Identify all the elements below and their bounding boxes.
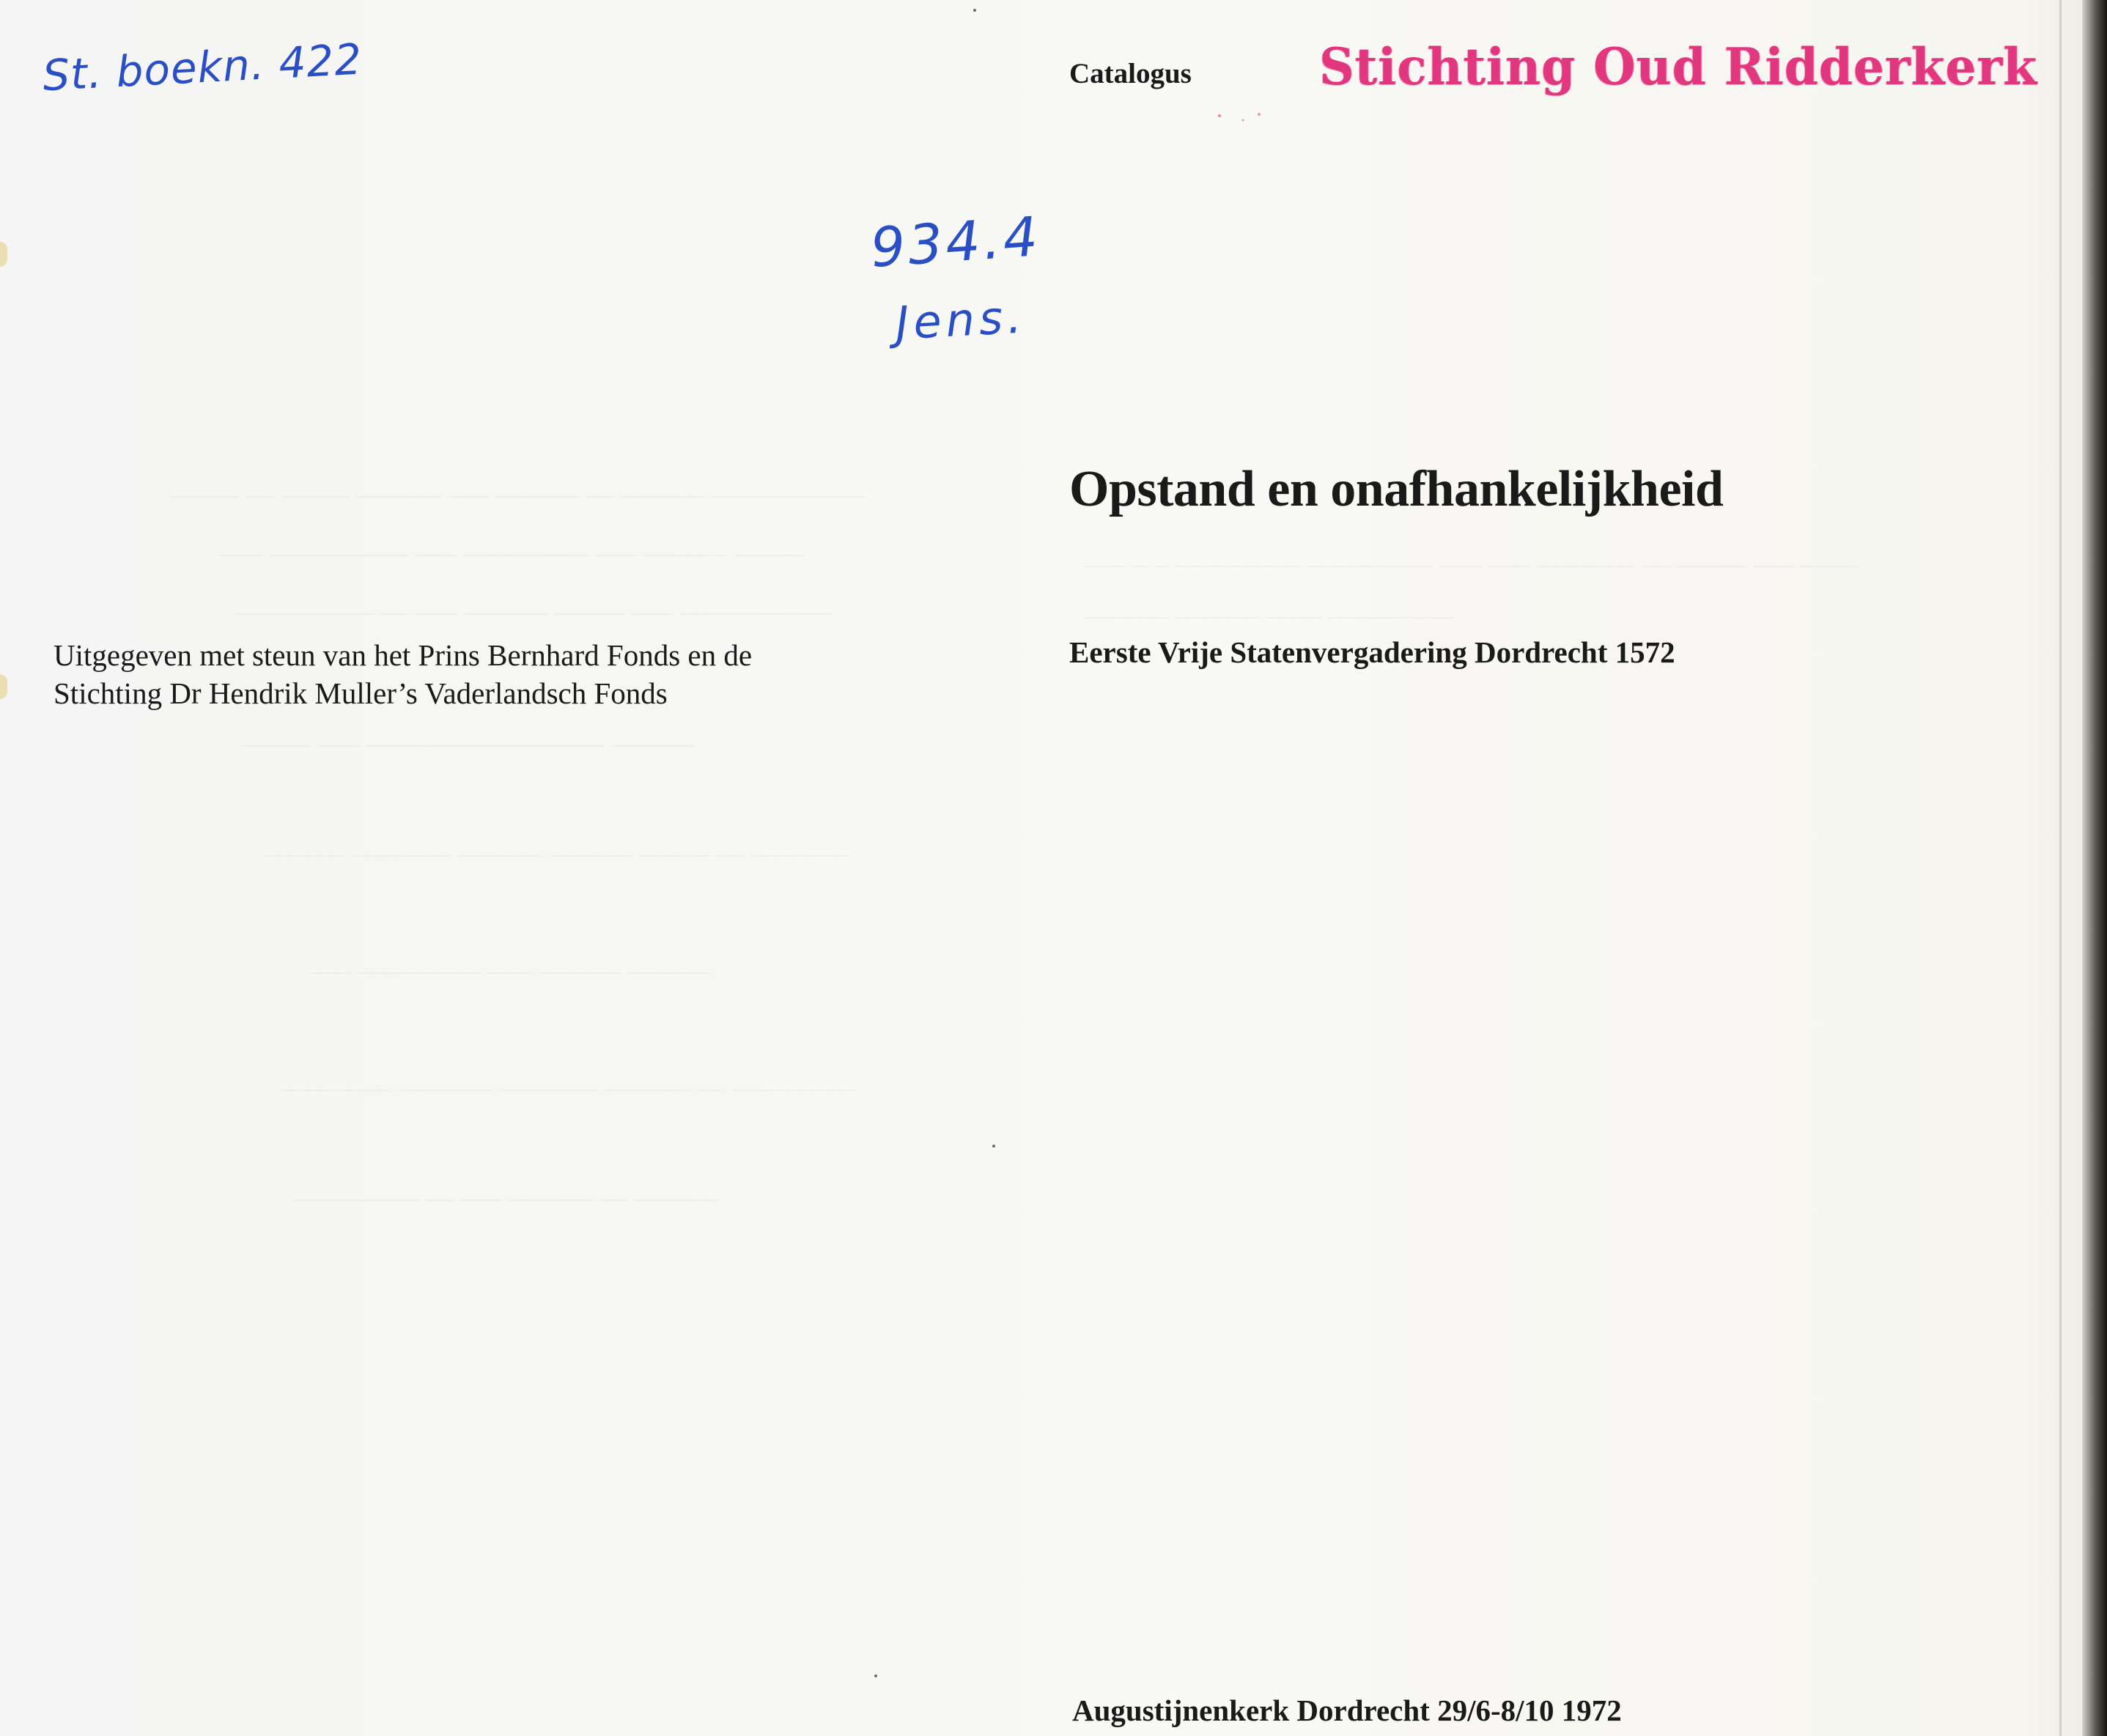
bleed-through: ________ _______ _______ ______ __ _________ [278, 1063, 857, 1094]
paper-speck [874, 1674, 877, 1677]
bleed-through: _____ ___ _________________ ______ [242, 719, 695, 750]
handwritten-reference-number: St. boekn. 422 [41, 34, 364, 101]
page-fold-line [2059, 0, 2062, 1736]
bleed-through: _____ __ _____ ______ ___ ______ __ ______ ___________ [169, 470, 865, 501]
page-subtitle: Eerste Vrije Statenvergadering Dordrecht 1572 [1069, 635, 1675, 669]
paper-speck [973, 9, 976, 12]
paper-speck [992, 1145, 995, 1148]
bleed-through: _________ __ ___ ______ __ ______ [293, 1173, 718, 1204]
catalog-label: Catalogus [1069, 58, 1192, 89]
handwritten-author-code: Jens. [894, 289, 1027, 350]
publisher-note [53, 636, 752, 712]
bleed-through: ___ _________ ___ ______ ______ [308, 946, 712, 977]
bleed-through: ___ _ _ _________ _________ ___ ___ _______ __ _____ ___ ____ [1085, 539, 1858, 570]
stamp-ink-specks [1217, 110, 1305, 132]
page-edge-shadow [2082, 0, 2107, 1736]
paper-stain [0, 242, 7, 267]
handwritten-classification: 934.4 [868, 205, 1043, 280]
bleed-through: ___ __________ ___ _________ ___ ______ _____ [220, 528, 805, 559]
paper-stain [0, 674, 7, 699]
bleed-through: ______ _______ ______ ______ _____ __ _______ [264, 829, 849, 860]
bleed-through: ______ ______ ____ _________ [1085, 591, 1454, 621]
page-title: Opstand en onafhankelijkheid [1069, 461, 1724, 517]
publisher-note-line: Stichting Dr Hendrik Muller’s Vaderlandsch Fonds [53, 676, 668, 710]
exhibition-venue-dates: Augustijnenkerk Dordrecht 29/6-8/10 1972 [1072, 1693, 1622, 1727]
ownership-stamp: Stichting Oud Ridderkerk [1319, 37, 2037, 97]
publisher-note-line: Uitgegeven met steun van het Prins Bernhard Fonds en de [53, 638, 753, 672]
bleed-through: __________ __ ___ ______ _____ ___ ___________ [235, 587, 833, 618]
